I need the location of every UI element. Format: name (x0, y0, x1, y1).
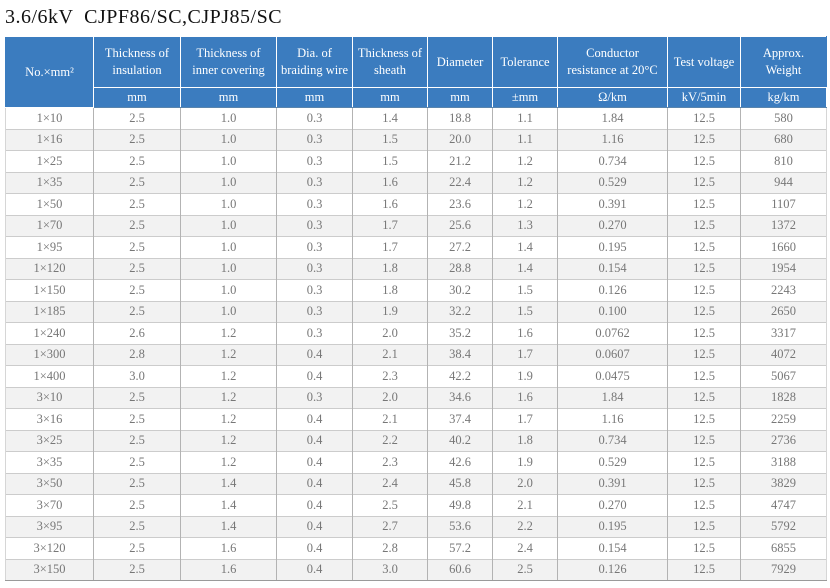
value-cell: 0.195 (558, 237, 668, 259)
value-cell: 40.2 (428, 430, 493, 452)
value-cell: 2.1 (353, 344, 428, 366)
row-size-cell: 3×35 (6, 452, 94, 474)
table-row (6, 344, 827, 366)
value-cell: 0.529 (558, 172, 668, 194)
row-size-cell: 1×70 (6, 215, 94, 237)
value-cell: 2.5 (94, 452, 181, 474)
value-cell: 22.4 (428, 172, 493, 194)
column-header: Conductor resistance at 20°C (558, 37, 668, 88)
column-header: Thickness of sheath (353, 37, 428, 88)
value-cell: 0.391 (558, 194, 668, 216)
value-cell: 18.8 (428, 108, 493, 130)
value-cell: 30.2 (428, 280, 493, 302)
value-cell: 0.4 (277, 409, 353, 431)
value-cell: 12.5 (668, 194, 741, 216)
value-cell: 1.8 (353, 258, 428, 280)
value-cell: 1.3 (493, 215, 558, 237)
value-cell: 1.0 (181, 237, 277, 259)
table-row (6, 258, 827, 280)
value-cell: 0.3 (277, 172, 353, 194)
column-header: Diameter (428, 37, 493, 88)
column-header: Thickness of insulation (94, 37, 181, 88)
table-row (6, 538, 827, 560)
value-cell: 0.3 (277, 215, 353, 237)
value-cell: 0.0607 (558, 344, 668, 366)
value-cell: 0.126 (558, 559, 668, 581)
value-cell: 1.2 (493, 172, 558, 194)
value-cell: 6855 (741, 538, 827, 560)
value-cell: 1.5 (353, 151, 428, 173)
value-cell: 1.7 (493, 409, 558, 431)
value-cell: 2.8 (353, 538, 428, 560)
row-size-cell: 3×50 (6, 473, 94, 495)
value-cell: 45.8 (428, 473, 493, 495)
value-cell: 2.2 (353, 430, 428, 452)
column-header: Dia. of braiding wire (277, 37, 353, 88)
row-size-cell: 3×10 (6, 387, 94, 409)
value-cell: 2.1 (493, 495, 558, 517)
value-cell: 2.5 (94, 108, 181, 130)
value-cell: 0.270 (558, 215, 668, 237)
value-cell: 42.2 (428, 366, 493, 388)
value-cell: 4747 (741, 495, 827, 517)
value-cell: 28.8 (428, 258, 493, 280)
value-cell: 12.5 (668, 301, 741, 323)
row-size-cell: 1×400 (6, 366, 94, 388)
value-cell: 1.9 (493, 452, 558, 474)
value-cell: 1.6 (493, 387, 558, 409)
row-size-cell: 1×25 (6, 151, 94, 173)
value-cell: 1.0 (181, 172, 277, 194)
table-row (6, 323, 827, 345)
value-cell: 12.5 (668, 172, 741, 194)
value-cell: 3.0 (94, 366, 181, 388)
value-cell: 0.0762 (558, 323, 668, 345)
value-cell: 38.4 (428, 344, 493, 366)
value-cell: 0.4 (277, 473, 353, 495)
value-cell: 1.5 (353, 129, 428, 151)
value-cell: 1.2 (181, 323, 277, 345)
value-cell: 4072 (741, 344, 827, 366)
value-cell: 2.5 (94, 538, 181, 560)
value-cell: 1.7 (353, 215, 428, 237)
value-cell: 2.5 (94, 473, 181, 495)
row-size-cell: 3×95 (6, 516, 94, 538)
column-unit: mm (94, 88, 181, 108)
value-cell: 12.5 (668, 387, 741, 409)
value-cell: 2.3 (353, 452, 428, 474)
value-cell: 1.4 (493, 258, 558, 280)
value-cell: 12.5 (668, 516, 741, 538)
value-cell: 2.5 (94, 215, 181, 237)
value-cell: 2.5 (94, 495, 181, 517)
value-cell: 0.4 (277, 344, 353, 366)
value-cell: 1.84 (558, 108, 668, 130)
value-cell: 0.734 (558, 430, 668, 452)
value-cell: 1.5 (493, 301, 558, 323)
value-cell: 0.3 (277, 108, 353, 130)
value-cell: 0.195 (558, 516, 668, 538)
row-size-cell: 3×70 (6, 495, 94, 517)
value-cell: 32.2 (428, 301, 493, 323)
value-cell: 1.4 (181, 473, 277, 495)
value-cell: 1954 (741, 258, 827, 280)
value-cell: 2.5 (94, 129, 181, 151)
value-cell: 12.5 (668, 258, 741, 280)
value-cell: 3317 (741, 323, 827, 345)
value-cell: 5067 (741, 366, 827, 388)
value-cell: 0.4 (277, 538, 353, 560)
value-cell: 2.4 (493, 538, 558, 560)
value-cell: 2.0 (493, 473, 558, 495)
value-cell: 1.2 (181, 430, 277, 452)
value-cell: 2.5 (94, 430, 181, 452)
value-cell: 1.9 (353, 301, 428, 323)
value-cell: 37.4 (428, 409, 493, 431)
table-row (6, 495, 827, 517)
value-cell: 1.0 (181, 215, 277, 237)
value-cell: 20.0 (428, 129, 493, 151)
value-cell: 2.5 (353, 495, 428, 517)
table-row (6, 430, 827, 452)
value-cell: 1.0 (181, 301, 277, 323)
value-cell: 0.3 (277, 237, 353, 259)
value-cell: 2.5 (94, 559, 181, 581)
value-cell: 1.2 (181, 366, 277, 388)
value-cell: 0.529 (558, 452, 668, 474)
value-cell: 12.5 (668, 108, 741, 130)
value-cell: 1.7 (353, 237, 428, 259)
value-cell: 2.5 (94, 409, 181, 431)
table-row (6, 108, 827, 130)
value-cell: 1.4 (493, 237, 558, 259)
value-cell: 57.2 (428, 538, 493, 560)
column-header: Thickness of inner covering (181, 37, 277, 88)
value-cell: 0.4 (277, 452, 353, 474)
value-cell: 0.270 (558, 495, 668, 517)
value-cell: 2.7 (353, 516, 428, 538)
value-cell: 680 (741, 129, 827, 151)
value-cell: 3.0 (353, 559, 428, 581)
value-cell: 0.3 (277, 129, 353, 151)
value-cell: 1.8 (353, 280, 428, 302)
row-size-cell: 1×300 (6, 344, 94, 366)
value-cell: 1.6 (493, 323, 558, 345)
value-cell: 2.5 (94, 258, 181, 280)
value-cell: 1.4 (353, 108, 428, 130)
value-cell: 0.3 (277, 387, 353, 409)
column-header-size: No.×mm² (6, 37, 94, 108)
table-row (6, 172, 827, 194)
table-header (6, 37, 827, 108)
value-cell: 0.3 (277, 258, 353, 280)
value-cell: 0.4 (277, 559, 353, 581)
value-cell: 1.6 (353, 172, 428, 194)
value-cell: 12.5 (668, 430, 741, 452)
value-cell: 2.1 (353, 409, 428, 431)
table-row (6, 452, 827, 474)
column-unit: mm (428, 88, 493, 108)
value-cell: 2.5 (493, 559, 558, 581)
value-cell: 2.5 (94, 387, 181, 409)
table-row (6, 215, 827, 237)
value-cell: 1.4 (181, 516, 277, 538)
value-cell: 12.5 (668, 237, 741, 259)
value-cell: 1.6 (353, 194, 428, 216)
value-cell: 2.5 (94, 194, 181, 216)
row-size-cell: 1×35 (6, 172, 94, 194)
value-cell: 1.7 (493, 344, 558, 366)
value-cell: 0.734 (558, 151, 668, 173)
spec-table (5, 36, 827, 581)
value-cell: 2.3 (353, 366, 428, 388)
value-cell: 0.100 (558, 301, 668, 323)
value-cell: 2.5 (94, 280, 181, 302)
table-row (6, 194, 827, 216)
row-size-cell: 3×25 (6, 430, 94, 452)
value-cell: 1.8 (493, 430, 558, 452)
table-row (6, 409, 827, 431)
value-cell: 1.0 (181, 258, 277, 280)
value-cell: 53.6 (428, 516, 493, 538)
table-row (6, 387, 827, 409)
page-title: 3.6/6kV CJPF86/SC,CJPJ85/SC (5, 6, 283, 28)
value-cell: 12.5 (668, 452, 741, 474)
value-cell: 49.8 (428, 495, 493, 517)
value-cell: 2.0 (353, 387, 428, 409)
value-cell: 0.4 (277, 495, 353, 517)
column-unit: Ω/km (558, 88, 668, 108)
value-cell: 0.154 (558, 538, 668, 560)
value-cell: 3188 (741, 452, 827, 474)
value-cell: 12.5 (668, 280, 741, 302)
value-cell: 1.5 (493, 280, 558, 302)
value-cell: 1.2 (181, 409, 277, 431)
value-cell: 21.2 (428, 151, 493, 173)
value-cell: 0.3 (277, 151, 353, 173)
value-cell: 12.5 (668, 366, 741, 388)
value-cell: 12.5 (668, 409, 741, 431)
value-cell: 1660 (741, 237, 827, 259)
value-cell: 1.2 (181, 344, 277, 366)
value-cell: 2.4 (353, 473, 428, 495)
value-cell: 0.3 (277, 301, 353, 323)
value-cell: 12.5 (668, 538, 741, 560)
row-size-cell: 1×240 (6, 323, 94, 345)
table-body (6, 108, 827, 581)
value-cell: 0.4 (277, 430, 353, 452)
value-cell: 0.3 (277, 280, 353, 302)
value-cell: 2650 (741, 301, 827, 323)
value-cell: 1.2 (181, 452, 277, 474)
value-cell: 1.4 (181, 495, 277, 517)
row-size-cell: 3×120 (6, 538, 94, 560)
table-row (6, 473, 827, 495)
value-cell: 0.4 (277, 366, 353, 388)
column-header: Test voltage (668, 37, 741, 88)
row-size-cell: 1×16 (6, 129, 94, 151)
row-size-cell: 1×120 (6, 258, 94, 280)
value-cell: 944 (741, 172, 827, 194)
value-cell: 1.0 (181, 151, 277, 173)
value-cell: 2.5 (94, 172, 181, 194)
value-cell: 0.126 (558, 280, 668, 302)
column-unit: kV/5min (668, 88, 741, 108)
row-size-cell: 1×50 (6, 194, 94, 216)
value-cell: 1107 (741, 194, 827, 216)
value-cell: 2.8 (94, 344, 181, 366)
value-cell: 1.0 (181, 108, 277, 130)
table-row (6, 280, 827, 302)
value-cell: 1.2 (493, 151, 558, 173)
value-cell: 12.5 (668, 344, 741, 366)
column-header: Tolerance (493, 37, 558, 88)
table-row (6, 516, 827, 538)
value-cell: 2.5 (94, 237, 181, 259)
value-cell: 12.5 (668, 323, 741, 345)
value-cell: 2.5 (94, 151, 181, 173)
column-unit: mm (277, 88, 353, 108)
table-row (6, 129, 827, 151)
header-row-labels (6, 37, 827, 88)
value-cell: 12.5 (668, 151, 741, 173)
value-cell: 0.3 (277, 194, 353, 216)
value-cell: 2.5 (94, 516, 181, 538)
table-row (6, 301, 827, 323)
value-cell: 42.6 (428, 452, 493, 474)
value-cell: 23.6 (428, 194, 493, 216)
value-cell: 0.0475 (558, 366, 668, 388)
value-cell: 2259 (741, 409, 827, 431)
header-row-units (6, 88, 827, 108)
column-unit: ±mm (493, 88, 558, 108)
value-cell: 580 (741, 108, 827, 130)
value-cell: 1828 (741, 387, 827, 409)
row-size-cell: 3×16 (6, 409, 94, 431)
value-cell: 2.2 (493, 516, 558, 538)
row-size-cell: 3×150 (6, 559, 94, 581)
column-unit: mm (353, 88, 428, 108)
value-cell: 810 (741, 151, 827, 173)
value-cell: 12.5 (668, 495, 741, 517)
value-cell: 0.4 (277, 516, 353, 538)
table-row (6, 151, 827, 173)
value-cell: 2.5 (94, 301, 181, 323)
row-size-cell: 1×95 (6, 237, 94, 259)
value-cell: 7929 (741, 559, 827, 581)
value-cell: 12.5 (668, 215, 741, 237)
value-cell: 0.3 (277, 323, 353, 345)
table-row (6, 559, 827, 581)
row-size-cell: 1×10 (6, 108, 94, 130)
value-cell: 1.1 (493, 129, 558, 151)
value-cell: 1.1 (493, 108, 558, 130)
value-cell: 12.5 (668, 559, 741, 581)
value-cell: 1.6 (181, 538, 277, 560)
value-cell: 60.6 (428, 559, 493, 581)
column-unit: kg/km (741, 88, 827, 108)
row-size-cell: 1×150 (6, 280, 94, 302)
value-cell: 2243 (741, 280, 827, 302)
value-cell: 2.6 (94, 323, 181, 345)
value-cell: 12.5 (668, 129, 741, 151)
value-cell: 3829 (741, 473, 827, 495)
value-cell: 34.6 (428, 387, 493, 409)
value-cell: 1.0 (181, 194, 277, 216)
value-cell: 2736 (741, 430, 827, 452)
column-header: Approx. Weight (741, 37, 827, 88)
value-cell: 0.154 (558, 258, 668, 280)
value-cell: 5792 (741, 516, 827, 538)
value-cell: 1.16 (558, 409, 668, 431)
value-cell: 1.9 (493, 366, 558, 388)
value-cell: 35.2 (428, 323, 493, 345)
value-cell: 1.84 (558, 387, 668, 409)
table-row (6, 237, 827, 259)
value-cell: 27.2 (428, 237, 493, 259)
column-unit: mm (181, 88, 277, 108)
value-cell: 1372 (741, 215, 827, 237)
value-cell: 1.2 (181, 387, 277, 409)
row-size-cell: 1×185 (6, 301, 94, 323)
value-cell: 1.0 (181, 129, 277, 151)
value-cell: 12.5 (668, 473, 741, 495)
value-cell: 0.391 (558, 473, 668, 495)
value-cell: 1.6 (181, 559, 277, 581)
value-cell: 1.16 (558, 129, 668, 151)
value-cell: 25.6 (428, 215, 493, 237)
value-cell: 1.2 (493, 194, 558, 216)
value-cell: 1.0 (181, 280, 277, 302)
value-cell: 2.0 (353, 323, 428, 345)
table-row (6, 366, 827, 388)
